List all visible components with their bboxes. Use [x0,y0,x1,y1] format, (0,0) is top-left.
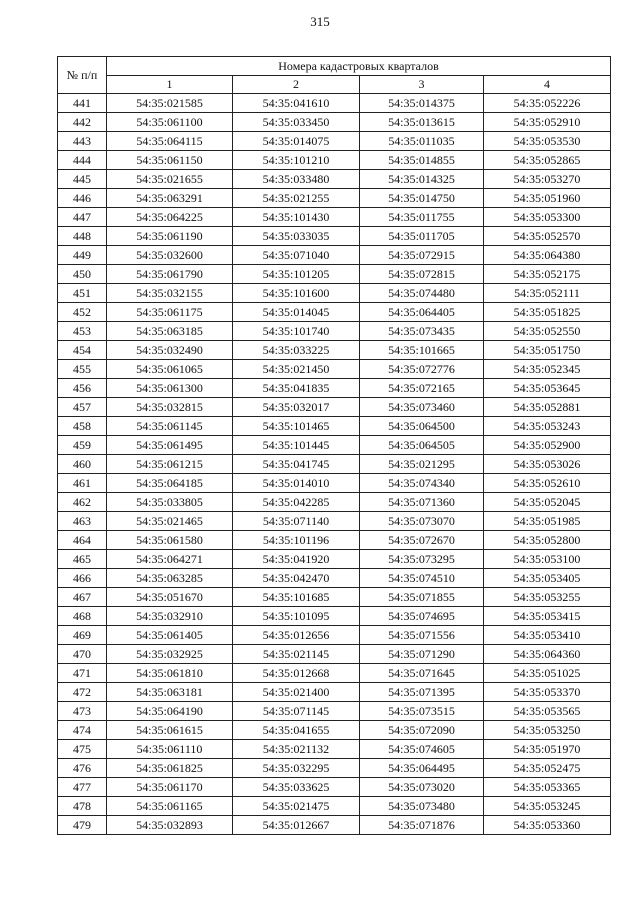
cadastral-number-cell: 54:35:021400 [233,683,360,702]
table-row [58,816,611,835]
cadastral-number-cell: 54:35:032295 [233,759,360,778]
row-number-cell: 475 [58,740,107,759]
cadastral-number-cell: 54:35:071290 [360,645,484,664]
table-row [58,417,611,436]
table-body [58,94,611,835]
row-number-cell: 470 [58,645,107,664]
cadastral-number-cell: 54:35:064115 [107,132,233,151]
table-row [58,170,611,189]
cadastral-number-cell: 54:35:053365 [484,778,611,797]
cadastral-number-cell: 54:35:014075 [233,132,360,151]
cadastral-number-cell: 54:35:052800 [484,531,611,550]
cadastral-number-cell: 54:35:061165 [107,797,233,816]
cadastral-number-cell: 54:35:052910 [484,113,611,132]
page-number: 315 [310,14,330,29]
row-number-cell: 462 [58,493,107,512]
table-row [58,607,611,626]
cadastral-number-cell: 54:35:072815 [360,265,484,284]
cadastral-number-cell: 54:35:014375 [360,94,484,113]
cadastral-number-cell: 54:35:033480 [233,170,360,189]
cadastral-number-cell: 54:35:073435 [360,322,484,341]
cadastral-number-cell: 54:35:021145 [233,645,360,664]
cadastral-number-cell: 54:35:053250 [484,721,611,740]
row-number-cell: 464 [58,531,107,550]
row-number-cell: 472 [58,683,107,702]
table-row [58,645,611,664]
cadastral-number-cell: 54:35:101205 [233,265,360,284]
table-row [58,569,611,588]
cadastral-number-cell: 54:35:061175 [107,303,233,322]
row-number-header: № п/п [58,57,107,94]
cadastral-number-cell: 54:35:014325 [360,170,484,189]
cadastral-number-cell: 54:35:052175 [484,265,611,284]
row-number-cell: 452 [58,303,107,322]
cadastral-number-cell: 54:35:053370 [484,683,611,702]
cadastral-number-cell: 54:35:021255 [233,189,360,208]
column-header-2: 2 [233,76,360,94]
cadastral-number-cell: 54:35:071145 [233,702,360,721]
cadastral-number-cell: 54:35:074510 [360,569,484,588]
cadastral-number-cell: 54:35:011705 [360,227,484,246]
cadastral-number-cell: 54:35:011035 [360,132,484,151]
cadastral-number-cell: 54:35:073070 [360,512,484,531]
cadastral-number-cell: 54:35:053565 [484,702,611,721]
cadastral-number-cell: 54:35:072090 [360,721,484,740]
cadastral-number-cell: 54:35:061810 [107,664,233,683]
cadastral-number-cell: 54:35:061110 [107,740,233,759]
cadastral-number-cell: 54:35:012656 [233,626,360,645]
cadastral-number-cell: 54:35:021655 [107,170,233,189]
table-row [58,664,611,683]
row-number-cell: 458 [58,417,107,436]
cadastral-number-cell: 54:35:033225 [233,341,360,360]
cadastral-number-cell: 54:35:053300 [484,208,611,227]
cadastral-number-cell: 54:35:051025 [484,664,611,683]
cadastral-number-cell: 54:35:042285 [233,493,360,512]
cadastral-number-cell: 54:35:071040 [233,246,360,265]
cadastral-number-cell: 54:35:074340 [360,474,484,493]
row-number-cell: 479 [58,816,107,835]
row-number-cell: 460 [58,455,107,474]
cadastral-number-cell: 54:35:051750 [484,341,611,360]
cadastral-number-cell: 54:35:021295 [360,455,484,474]
table-row [58,493,611,512]
cadastral-number-cell: 54:35:041655 [233,721,360,740]
cadastral-number-cell: 54:35:042470 [233,569,360,588]
table-row [58,702,611,721]
cadastral-number-cell: 54:35:071645 [360,664,484,683]
cadastral-number-cell: 54:35:072776 [360,360,484,379]
row-number-cell: 476 [58,759,107,778]
cadastral-number-cell: 54:35:061170 [107,778,233,797]
column-header-1: 1 [107,76,233,94]
row-number-cell: 447 [58,208,107,227]
cadastral-number-cell: 54:35:012667 [233,816,360,835]
cadastral-number-cell: 54:35:072915 [360,246,484,265]
cadastral-number-cell: 54:35:061065 [107,360,233,379]
cadastral-number-cell: 54:35:041835 [233,379,360,398]
table-row [58,778,611,797]
cadastral-number-cell: 54:35:021465 [107,512,233,531]
table-row [58,132,611,151]
cadastral-number-cell: 54:35:064500 [360,417,484,436]
cadastral-number-cell: 54:35:051825 [484,303,611,322]
table-header [58,57,611,94]
cadastral-quarters-table [57,56,611,835]
cadastral-number-cell: 54:35:014010 [233,474,360,493]
table-row [58,436,611,455]
table-row [58,759,611,778]
cadastral-number-cell: 54:35:051670 [107,588,233,607]
cadastral-number-cell: 54:35:061825 [107,759,233,778]
table-row [58,94,611,113]
cadastral-number-cell: 54:35:061145 [107,417,233,436]
cadastral-number-cell: 54:35:051970 [484,740,611,759]
table-row [58,588,611,607]
row-number-cell: 459 [58,436,107,455]
row-number-cell: 467 [58,588,107,607]
cadastral-number-cell: 54:35:073295 [360,550,484,569]
cadastral-number-cell: 54:35:074695 [360,607,484,626]
cadastral-number-cell: 54:35:021132 [233,740,360,759]
cadastral-number-cell: 54:35:052865 [484,151,611,170]
cadastral-number-cell: 54:35:063181 [107,683,233,702]
row-number-cell: 454 [58,341,107,360]
cadastral-number-cell: 54:35:053410 [484,626,611,645]
table-row [58,284,611,303]
cadastral-number-cell: 54:35:021450 [233,360,360,379]
cadastral-number-cell: 54:35:063285 [107,569,233,588]
cadastral-number-cell: 54:35:063291 [107,189,233,208]
cadastral-number-cell: 54:35:074480 [360,284,484,303]
table-row [58,265,611,284]
cadastral-number-cell: 54:35:021585 [107,94,233,113]
table-row [58,360,611,379]
row-number-cell: 469 [58,626,107,645]
cadastral-number-cell: 54:35:011755 [360,208,484,227]
table-row [58,113,611,132]
table-row [58,740,611,759]
cadastral-number-cell: 54:35:052475 [484,759,611,778]
cadastral-number-cell: 54:35:064360 [484,645,611,664]
table-row [58,398,611,417]
cadastral-number-cell: 54:35:051985 [484,512,611,531]
cadastral-number-cell: 54:35:101445 [233,436,360,455]
row-number-cell: 473 [58,702,107,721]
cadastral-number-cell: 54:35:071395 [360,683,484,702]
table-row [58,322,611,341]
table-row [58,683,611,702]
row-number-cell: 448 [58,227,107,246]
cadastral-number-cell: 54:35:061615 [107,721,233,740]
table-row [58,151,611,170]
cadastral-number-cell: 54:35:101685 [233,588,360,607]
row-number-cell: 478 [58,797,107,816]
row-number-cell: 468 [58,607,107,626]
cadastral-number-cell: 54:35:032910 [107,607,233,626]
cadastral-number-cell: 54:35:052881 [484,398,611,417]
row-number-cell: 457 [58,398,107,417]
cadastral-number-cell: 54:35:052045 [484,493,611,512]
row-number-cell: 463 [58,512,107,531]
cadastral-number-cell: 54:35:032155 [107,284,233,303]
cadastral-number-cell: 54:35:033450 [233,113,360,132]
row-number-cell: 446 [58,189,107,208]
cadastral-number-cell: 54:35:052345 [484,360,611,379]
table-row [58,246,611,265]
cadastral-number-cell: 54:35:064380 [484,246,611,265]
cadastral-number-cell: 54:35:013615 [360,113,484,132]
cadastral-number-cell: 54:35:032893 [107,816,233,835]
cadastral-number-cell: 54:35:063185 [107,322,233,341]
cadastral-number-cell: 54:35:052900 [484,436,611,455]
cadastral-number-cell: 54:35:061300 [107,379,233,398]
cadastral-number-cell: 54:35:064185 [107,474,233,493]
cadastral-number-cell: 54:35:101465 [233,417,360,436]
row-number-cell: 450 [58,265,107,284]
cadastral-number-cell: 54:35:064505 [360,436,484,455]
table-row [58,797,611,816]
cadastral-number-cell: 54:35:101196 [233,531,360,550]
row-number-cell: 477 [58,778,107,797]
table-row [58,341,611,360]
cadastral-number-cell: 54:35:051960 [484,189,611,208]
cadastral-number-cell: 54:35:041610 [233,94,360,113]
row-number-cell: 474 [58,721,107,740]
cadastral-number-cell: 54:35:053530 [484,132,611,151]
table-row [58,189,611,208]
cadastral-number-cell: 54:35:014855 [360,151,484,170]
cadastral-number-cell: 54:35:033035 [233,227,360,246]
row-number-cell: 465 [58,550,107,569]
cadastral-number-cell: 54:35:101095 [233,607,360,626]
cadastral-number-cell: 54:35:052111 [484,284,611,303]
cadastral-number-cell: 54:35:053100 [484,550,611,569]
cadastral-number-cell: 54:35:101740 [233,322,360,341]
cadastral-number-cell: 54:35:064405 [360,303,484,322]
cadastral-number-cell: 54:35:032600 [107,246,233,265]
cadastral-number-cell: 54:35:072165 [360,379,484,398]
cadastral-number-cell: 54:35:101665 [360,341,484,360]
cadastral-number-cell: 54:35:053645 [484,379,611,398]
cadastral-number-cell: 54:35:071360 [360,493,484,512]
cadastral-number-cell: 54:35:071556 [360,626,484,645]
cadastral-number-cell: 54:35:032925 [107,645,233,664]
row-number-cell: 443 [58,132,107,151]
cadastral-number-cell: 54:35:053243 [484,417,611,436]
column-header-4: 4 [484,76,611,94]
table-row [58,303,611,322]
cadastral-number-cell: 54:35:053360 [484,816,611,835]
row-number-cell: 449 [58,246,107,265]
cadastral-number-cell: 54:35:052226 [484,94,611,113]
cadastral-number-cell: 54:35:073480 [360,797,484,816]
cadastral-number-cell: 54:35:053245 [484,797,611,816]
cadastral-number-cell: 54:35:032490 [107,341,233,360]
cadastral-number-cell: 54:35:014750 [360,189,484,208]
table-row [58,531,611,550]
cadastral-number-cell: 54:35:041745 [233,455,360,474]
header-row-group [58,57,611,76]
cadastral-number-cell: 54:35:033805 [107,493,233,512]
cadastral-number-cell: 54:35:061150 [107,151,233,170]
cadastral-number-cell: 54:35:053255 [484,588,611,607]
cadastral-number-cell: 54:35:033625 [233,778,360,797]
cadastral-number-cell: 54:35:061790 [107,265,233,284]
cadastral-number-cell: 54:35:052570 [484,227,611,246]
row-number-cell: 453 [58,322,107,341]
row-number-cell: 461 [58,474,107,493]
cadastral-number-cell: 54:35:064271 [107,550,233,569]
cadastral-number-cell: 54:35:071140 [233,512,360,531]
cadastral-number-cell: 54:35:101600 [233,284,360,303]
cadastral-number-cell: 54:35:014045 [233,303,360,322]
row-number-cell: 451 [58,284,107,303]
cadastral-numbers-header: Номера кадастровых кварталов [107,57,611,76]
cadastral-number-cell: 54:35:073460 [360,398,484,417]
cadastral-number-cell: 54:35:073515 [360,702,484,721]
cadastral-number-cell: 54:35:064495 [360,759,484,778]
cadastral-number-cell: 54:35:032815 [107,398,233,417]
cadastral-number-cell: 54:35:064190 [107,702,233,721]
cadastral-number-cell: 54:35:061405 [107,626,233,645]
row-number-cell: 471 [58,664,107,683]
cadastral-number-cell: 54:35:101210 [233,151,360,170]
table-row [58,379,611,398]
cadastral-number-cell: 54:35:053405 [484,569,611,588]
cadastral-number-cell: 54:35:061215 [107,455,233,474]
cadastral-number-cell: 54:35:064225 [107,208,233,227]
cadastral-number-cell: 54:35:061100 [107,113,233,132]
cadastral-number-cell: 54:35:021475 [233,797,360,816]
cadastral-number-cell: 54:35:052610 [484,474,611,493]
cadastral-number-cell: 54:35:061190 [107,227,233,246]
cadastral-number-cell: 54:35:071855 [360,588,484,607]
table-row [58,474,611,493]
cadastral-number-cell: 54:35:052550 [484,322,611,341]
table-row [58,512,611,531]
cadastral-number-cell: 54:35:101430 [233,208,360,227]
cadastral-number-cell: 54:35:053415 [484,607,611,626]
cadastral-number-cell: 54:35:071876 [360,816,484,835]
row-number-cell: 442 [58,113,107,132]
cadastral-number-cell: 54:35:012668 [233,664,360,683]
table-row [58,626,611,645]
table-row [58,227,611,246]
cadastral-number-cell: 54:35:053270 [484,170,611,189]
row-number-cell: 456 [58,379,107,398]
row-number-cell: 444 [58,151,107,170]
cadastral-number-cell: 54:35:041920 [233,550,360,569]
table-row [58,208,611,227]
row-number-cell: 441 [58,94,107,113]
table-row [58,550,611,569]
row-number-cell: 455 [58,360,107,379]
row-number-cell: 445 [58,170,107,189]
table-row [58,721,611,740]
cadastral-number-cell: 54:35:074605 [360,740,484,759]
header-row-columns [58,76,611,94]
cadastral-number-cell: 54:35:061495 [107,436,233,455]
cadastral-number-cell: 54:35:073020 [360,778,484,797]
cadastral-number-cell: 54:35:032017 [233,398,360,417]
cadastral-number-cell: 54:35:072670 [360,531,484,550]
column-header-3: 3 [360,76,484,94]
cadastral-number-cell: 54:35:053026 [484,455,611,474]
row-number-cell: 466 [58,569,107,588]
cadastral-number-cell: 54:35:061580 [107,531,233,550]
table-row [58,455,611,474]
